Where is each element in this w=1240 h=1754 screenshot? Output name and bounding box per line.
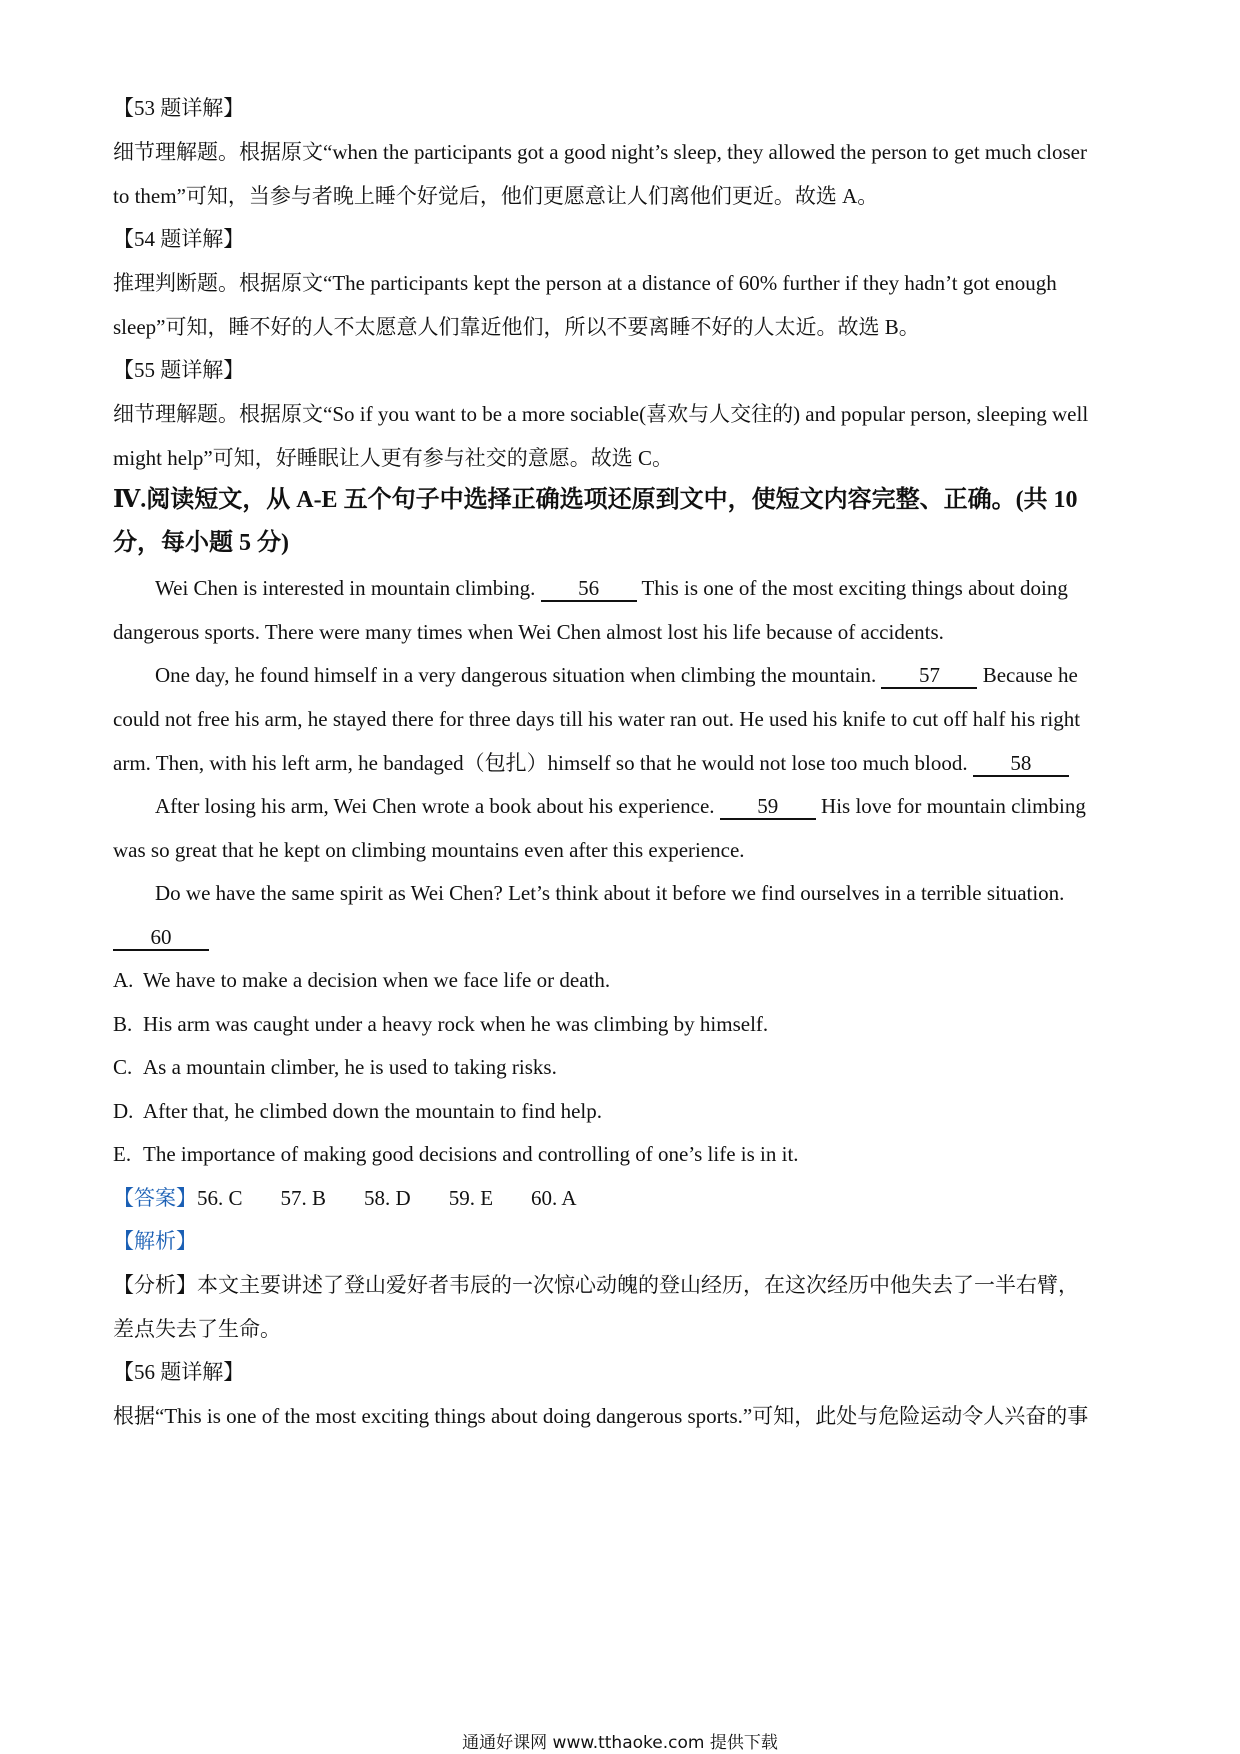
answer-label: 【答案】 bbox=[113, 1186, 197, 1210]
answer-item: 58. D bbox=[364, 1186, 411, 1210]
q55-line2: might help”可知，好睡眠让人更有参与社交的意愿。故选 C。 bbox=[113, 446, 673, 470]
option-text: The importance of making good decisions and controlling of one’s life is in it. bbox=[143, 1142, 799, 1166]
blank-60: 60 bbox=[113, 925, 209, 951]
option-text: As a mountain climber, he is used to taking risks. bbox=[143, 1055, 557, 1079]
q53-line1: 细节理解题。根据原文“when the participants got a good night’s sleep, they allowed the person to get much closer bbox=[113, 140, 1087, 164]
passage-p4-line2 bbox=[113, 922, 209, 952]
passage-p1-line1 bbox=[155, 573, 1068, 603]
option-letter: D. bbox=[113, 1099, 134, 1123]
passage-text: One day, he found himself in a very dangerous situation when climbing the mountain. bbox=[155, 663, 877, 687]
option-a bbox=[113, 965, 610, 995]
option-d bbox=[113, 1096, 602, 1126]
passage-p1-line2: dangerous sports. There were many times when Wei Chen almost lost his life because of accidents. bbox=[113, 620, 944, 644]
section-title-line2: 分，每小题 5 分) bbox=[113, 530, 289, 556]
q54-line2: sleep”可知，睡不好的人不太愿意人们靠近他们，所以不要离睡不好的人太近。故选 B。 bbox=[113, 315, 920, 339]
passage-p2-line1 bbox=[155, 660, 1078, 690]
answer-line bbox=[113, 1183, 615, 1213]
option-text: His arm was caught under a heavy rock when he was climbing by himself. bbox=[143, 1012, 769, 1036]
option-text: After that, he climbed down the mountain to find help. bbox=[143, 1099, 602, 1123]
answer-item: 57. B bbox=[280, 1186, 327, 1210]
option-letter: A. bbox=[113, 968, 134, 992]
q56-line1: 根据“This is one of the most exciting things about doing dangerous sports.”可知，此处与危险运动令人兴奋的事 bbox=[113, 1404, 1089, 1428]
blank-59: 59 bbox=[720, 794, 816, 820]
q56-header: 【56 题详解】 bbox=[113, 1360, 245, 1384]
passage-text: His love for mountain climbing bbox=[821, 794, 1086, 818]
q53-header: 【53 题详解】 bbox=[113, 96, 245, 120]
blank-56: 56 bbox=[541, 576, 637, 602]
blank-58: 58 bbox=[973, 751, 1069, 777]
q53-line2: to them”可知，当参与者晚上睡个好觉后，他们更愿意让人们离他们更近。故选 A。 bbox=[113, 184, 879, 208]
blank-57: 57 bbox=[881, 663, 977, 689]
passage-p3-line1 bbox=[155, 791, 1086, 821]
section-title-line1: Ⅳ.阅读短文，从 A-E 五个句子中选择正确选项还原到文中，使短文内容完整、正确。(共 10 bbox=[113, 487, 1078, 513]
passage-p2-line3 bbox=[113, 748, 1069, 778]
option-text: We have to make a decision when we face life or death. bbox=[143, 968, 611, 992]
passage-p3-line2: was so great that he kept on climbing mountains even after this experience. bbox=[113, 838, 745, 862]
analysis-label: 【解析】 bbox=[113, 1229, 197, 1253]
page-footer: 通通好课网 www.tthaoke.com 提供下载 bbox=[462, 1733, 778, 1753]
q55-line1: 细节理解题。根据原文“So if you want to be a more sociable(喜欢与人交往的) and popular person, sleeping well bbox=[113, 402, 1089, 426]
option-b bbox=[113, 1009, 768, 1039]
option-letter: C. bbox=[113, 1055, 133, 1079]
passage-p2-line2: could not free his arm, he stayed there for three days till his water ran out. He used his knife to cut off half his right bbox=[113, 707, 1081, 731]
answer-item: 60. A bbox=[531, 1186, 577, 1210]
answer-item: 56. C bbox=[197, 1186, 243, 1210]
q55-header: 【55 题详解】 bbox=[113, 358, 245, 382]
passage-p4-line1: Do we have the same spirit as Wei Chen? Let’s think about it before we find ourselves in a terrible situation. bbox=[155, 881, 1065, 905]
passage-text: After losing his arm, Wei Chen wrote a book about his experience. bbox=[155, 794, 715, 818]
passage-text: arm. Then, with his left arm, he bandaged（包扎）himself so that he would not lose too much blood. bbox=[113, 751, 968, 775]
option-e bbox=[113, 1139, 799, 1169]
analysis-line1: 【分析】本文主要讲述了登山爱好者韦辰的一次惊心动魄的登山经历，在这次经历中他失去了一半右臂， bbox=[113, 1273, 1079, 1297]
option-letter: E. bbox=[113, 1142, 132, 1166]
passage-text: Wei Chen is interested in mountain climbing. bbox=[155, 576, 536, 600]
answer-item: 59. E bbox=[448, 1186, 494, 1210]
q54-header: 【54 题详解】 bbox=[113, 227, 245, 251]
option-letter: B. bbox=[113, 1012, 133, 1036]
q54-line1: 推理判断题。根据原文“The participants kept the person at a distance of 60% further if they hadn’t got enough bbox=[113, 271, 1057, 295]
option-c bbox=[113, 1052, 557, 1082]
analysis-line2: 差点失去了生命。 bbox=[113, 1317, 281, 1341]
passage-text: This is one of the most exciting things about doing bbox=[641, 576, 1068, 600]
passage-text: Because he bbox=[982, 663, 1078, 687]
